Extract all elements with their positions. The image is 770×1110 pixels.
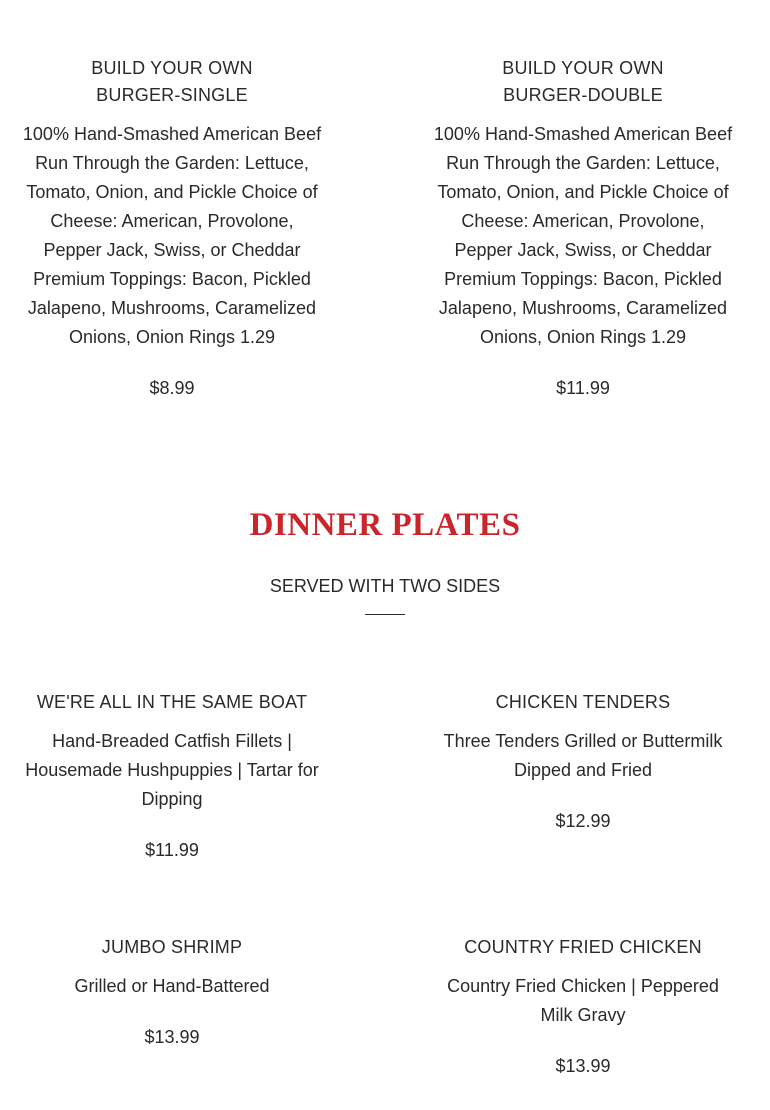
menu-item-description: Hand-Breaded Catfish Fillets | Housemade Hushpuppies | Tartar for Dipping: [25, 731, 319, 809]
menu-item-price: $11.99: [556, 378, 610, 398]
menu-item-burger-double: [433, 55, 733, 402]
menu-item-jumbo-shrimp: [22, 934, 322, 1051]
menu-item-price: $8.99: [149, 378, 195, 398]
menu-item-description: Country Fried Chicken | Peppered Milk Gravy: [447, 976, 719, 1025]
menu-item-burger-single: [22, 55, 322, 402]
section-divider: [365, 614, 405, 615]
menu-item-description: Three Tenders Grilled or Buttermilk Dipped and Fried: [443, 731, 723, 780]
section-subtitle: SERVED WITH TWO SIDES: [269, 576, 501, 596]
menu-item-name: BUILD YOUR OWN BURGER-DOUBLE: [502, 58, 664, 105]
menu-item-price: $13.99: [555, 1056, 611, 1076]
menu-item-name: COUNTRY FRIED CHICKEN: [464, 937, 702, 957]
menu-item-price: $11.99: [145, 840, 199, 860]
menu-item-price: $12.99: [555, 811, 611, 831]
section-title: DINNER PLATES: [249, 507, 521, 543]
menu-item-chicken-tenders: [433, 689, 733, 835]
menu-item-description: 100% Hand-Smashed American Beef Run Through the Garden: Lettuce, Tomato, Onion, and Pickle Choice of Cheese: American, Provolone, Pepper Jack, Swiss, or Cheddar Premium Toppings: Bacon, Pickled Jalapeno, Mushrooms, Caramelized Onions, Onion Rings 1.29: [433, 124, 733, 347]
menu-item-catfish: [22, 689, 322, 864]
menu-item-name: WE'RE ALL IN THE SAME BOAT: [36, 692, 308, 712]
menu-item-name: BUILD YOUR OWN BURGER-SINGLE: [91, 58, 253, 105]
menu-item-description: 100% Hand-Smashed American Beef Run Through the Garden: Lettuce, Tomato, Onion, and Pickle Choice of Cheese: American, Provolone, Pepper Jack, Swiss, or Cheddar Premium Toppings: Bacon, Pickled Jalapeno, Mushrooms, Caramelized Onions, Onion Rings 1.29: [22, 124, 322, 347]
menu-item-country-fried-chicken: [433, 934, 733, 1080]
menu-item-description: Grilled or Hand-Battered: [74, 976, 270, 996]
menu-item-price: $13.99: [144, 1027, 200, 1047]
menu-item-name: JUMBO SHRIMP: [101, 937, 243, 957]
menu-item-name: CHICKEN TENDERS: [495, 692, 671, 712]
